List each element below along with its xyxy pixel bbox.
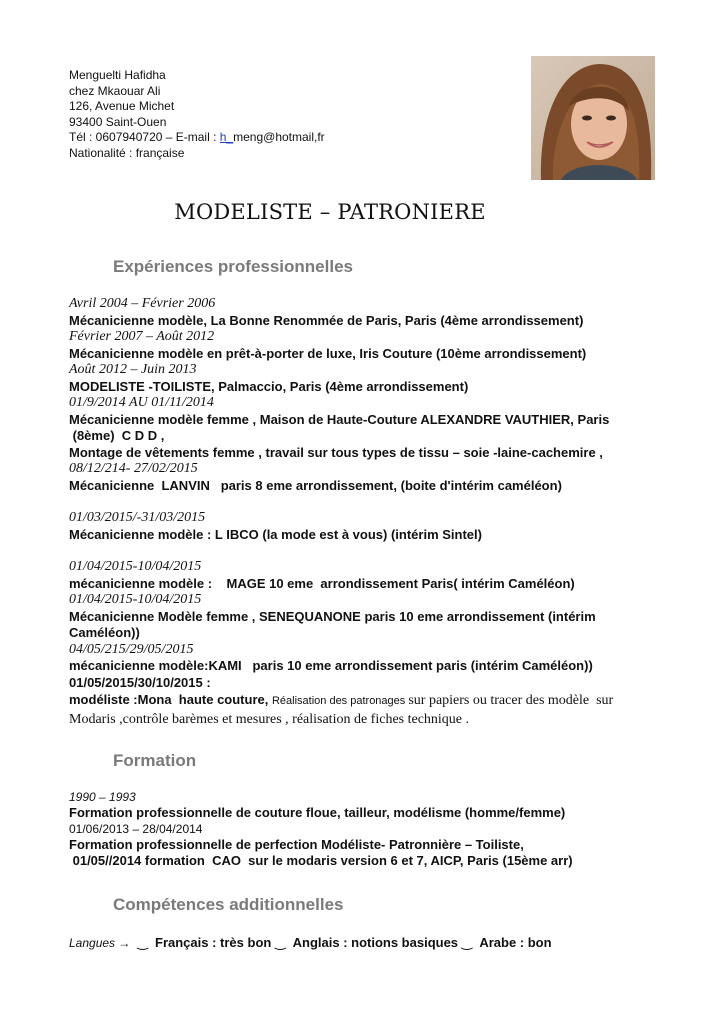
exp-date: 01/04/2015-10/04/2015 xyxy=(69,559,202,574)
formation-date: 01/06/2013 – 28/04/2014 xyxy=(69,822,203,836)
exp-date: Août 2012 – Juin 2013 xyxy=(69,362,197,377)
exp-date: 01/9/2014 AU 01/11/2014 xyxy=(69,395,214,410)
section-heading-experience: Expériences professionnelles xyxy=(113,257,353,276)
experience-list xyxy=(69,296,644,728)
exp-last-serif-2: Modaris ,contrôle barèmes et mesures , réalisation de fiches technique . xyxy=(69,712,470,727)
exp-date: Avril 2004 – Février 2006 xyxy=(69,296,216,311)
profile-photo-image xyxy=(531,56,655,180)
languages-line xyxy=(69,935,552,951)
contact-street: 126, Avenue Michet xyxy=(69,99,175,113)
formation-line: Formation professionnelle de perfection Modéliste- Patronnière – Toiliste, xyxy=(69,837,524,852)
exp-line: Mécanicienne LANVIN paris 8 eme arrondissement, (boite d'intérim caméléon) xyxy=(69,477,562,493)
exp-line: Montage de vêtements femme , travail sur tous types de tissu – soie -laine-cachemire , xyxy=(69,444,603,460)
exp-last-bold: modéliste :Mona haute couture, xyxy=(69,692,272,707)
exp-line: Mécanicienne modèle, La Bonne Renommée de Paris, Paris (4ème arrondissement) xyxy=(69,312,584,328)
contact-name: Menguelti Hafidha xyxy=(69,68,166,82)
exp-date: 04/05/215/29/05/2015 xyxy=(69,641,194,657)
contact-city: 93400 Saint-Ouen xyxy=(69,114,167,129)
language-item: Arabe : bon xyxy=(479,935,552,950)
exp-last-serif: sur papiers ou tracer des modèle sur xyxy=(408,693,614,708)
exp-line: 01/05/2015/30/10/2015 : xyxy=(69,674,211,690)
exp-line: mécanicienne modèle:KAMI paris 10 eme arrondissement paris (intérim Caméléon)) xyxy=(69,658,593,673)
languages-separator: ‿ xyxy=(458,935,476,950)
languages-separator: ‿ xyxy=(133,935,152,950)
languages-label: Langues → xyxy=(69,936,134,950)
exp-date: 01/03/2015/-31/03/2015 xyxy=(69,510,206,525)
language-item: Français : très bon xyxy=(155,935,272,950)
exp-line: Mécanicienne Modèle femme , SENEQUANONE paris 10 eme arrondissement (intérim xyxy=(69,608,596,624)
contact-phone: Tél : 0607940720 – E-mail : xyxy=(69,130,220,144)
languages-separator: ‿ xyxy=(271,935,289,950)
section-heading-skills: Compétences additionnelles xyxy=(113,895,344,914)
exp-line: Mécanicienne modèle en prêt-à-porter de luxe, Iris Couture (10ème arrondissement) xyxy=(69,345,587,361)
exp-last xyxy=(69,691,644,728)
exp-line: (8ème) C D D , xyxy=(69,428,165,443)
contact-nationality: Nationalité : française xyxy=(69,145,185,160)
exp-line: Mécanicienne modèle femme , Maison de Haute-Couture ALEXANDRE VAUTHIER, Paris xyxy=(69,411,610,427)
exp-last-small: Réalisation des patronages xyxy=(271,695,409,707)
contact-phone-email xyxy=(69,130,325,146)
section-heading-formation: Formation xyxy=(113,751,197,770)
formation-line: 01/05//2014 formation CAO sur le modaris version 6 et 7, AICP, Paris (15ème arr) xyxy=(69,853,573,868)
exp-line: Caméléon)) xyxy=(69,625,140,640)
exp-date: 01/04/2015-10/04/2015 xyxy=(69,592,202,607)
email-rest: meng@hotmail,fr xyxy=(233,130,325,144)
formation-date: 1990 – 1993 xyxy=(69,790,136,804)
page-title xyxy=(0,200,660,224)
page-title-text: MODELISTE – PATRONIERE xyxy=(174,200,486,224)
exp-line: mécanicienne modèle : MAGE 10 eme arrondissement Paris( intérim Caméléon) xyxy=(69,575,575,591)
contact-care-of: chez Mkaouar Ali xyxy=(69,83,161,98)
contact-block xyxy=(69,68,325,161)
exp-date: 08/12/214- 27/02/2015 xyxy=(69,461,198,476)
profile-photo xyxy=(531,56,655,180)
formation-list xyxy=(69,789,649,869)
exp-line: MODELISTE -TOILISTE, Palmaccio, Paris (4ème arrondissement) xyxy=(69,378,469,394)
exp-date: Février 2007 – Août 2012 xyxy=(69,329,215,344)
formation-line: Formation professionnelle de couture floue, tailleur, modélisme (homme/femme) xyxy=(69,805,566,820)
language-item: Anglais : notions basiques xyxy=(292,935,459,950)
email-link[interactable]: h_ xyxy=(219,130,234,144)
exp-line: Mécanicienne modèle : L IBCO (la mode est à vous) (intérim Sintel) xyxy=(69,526,482,542)
